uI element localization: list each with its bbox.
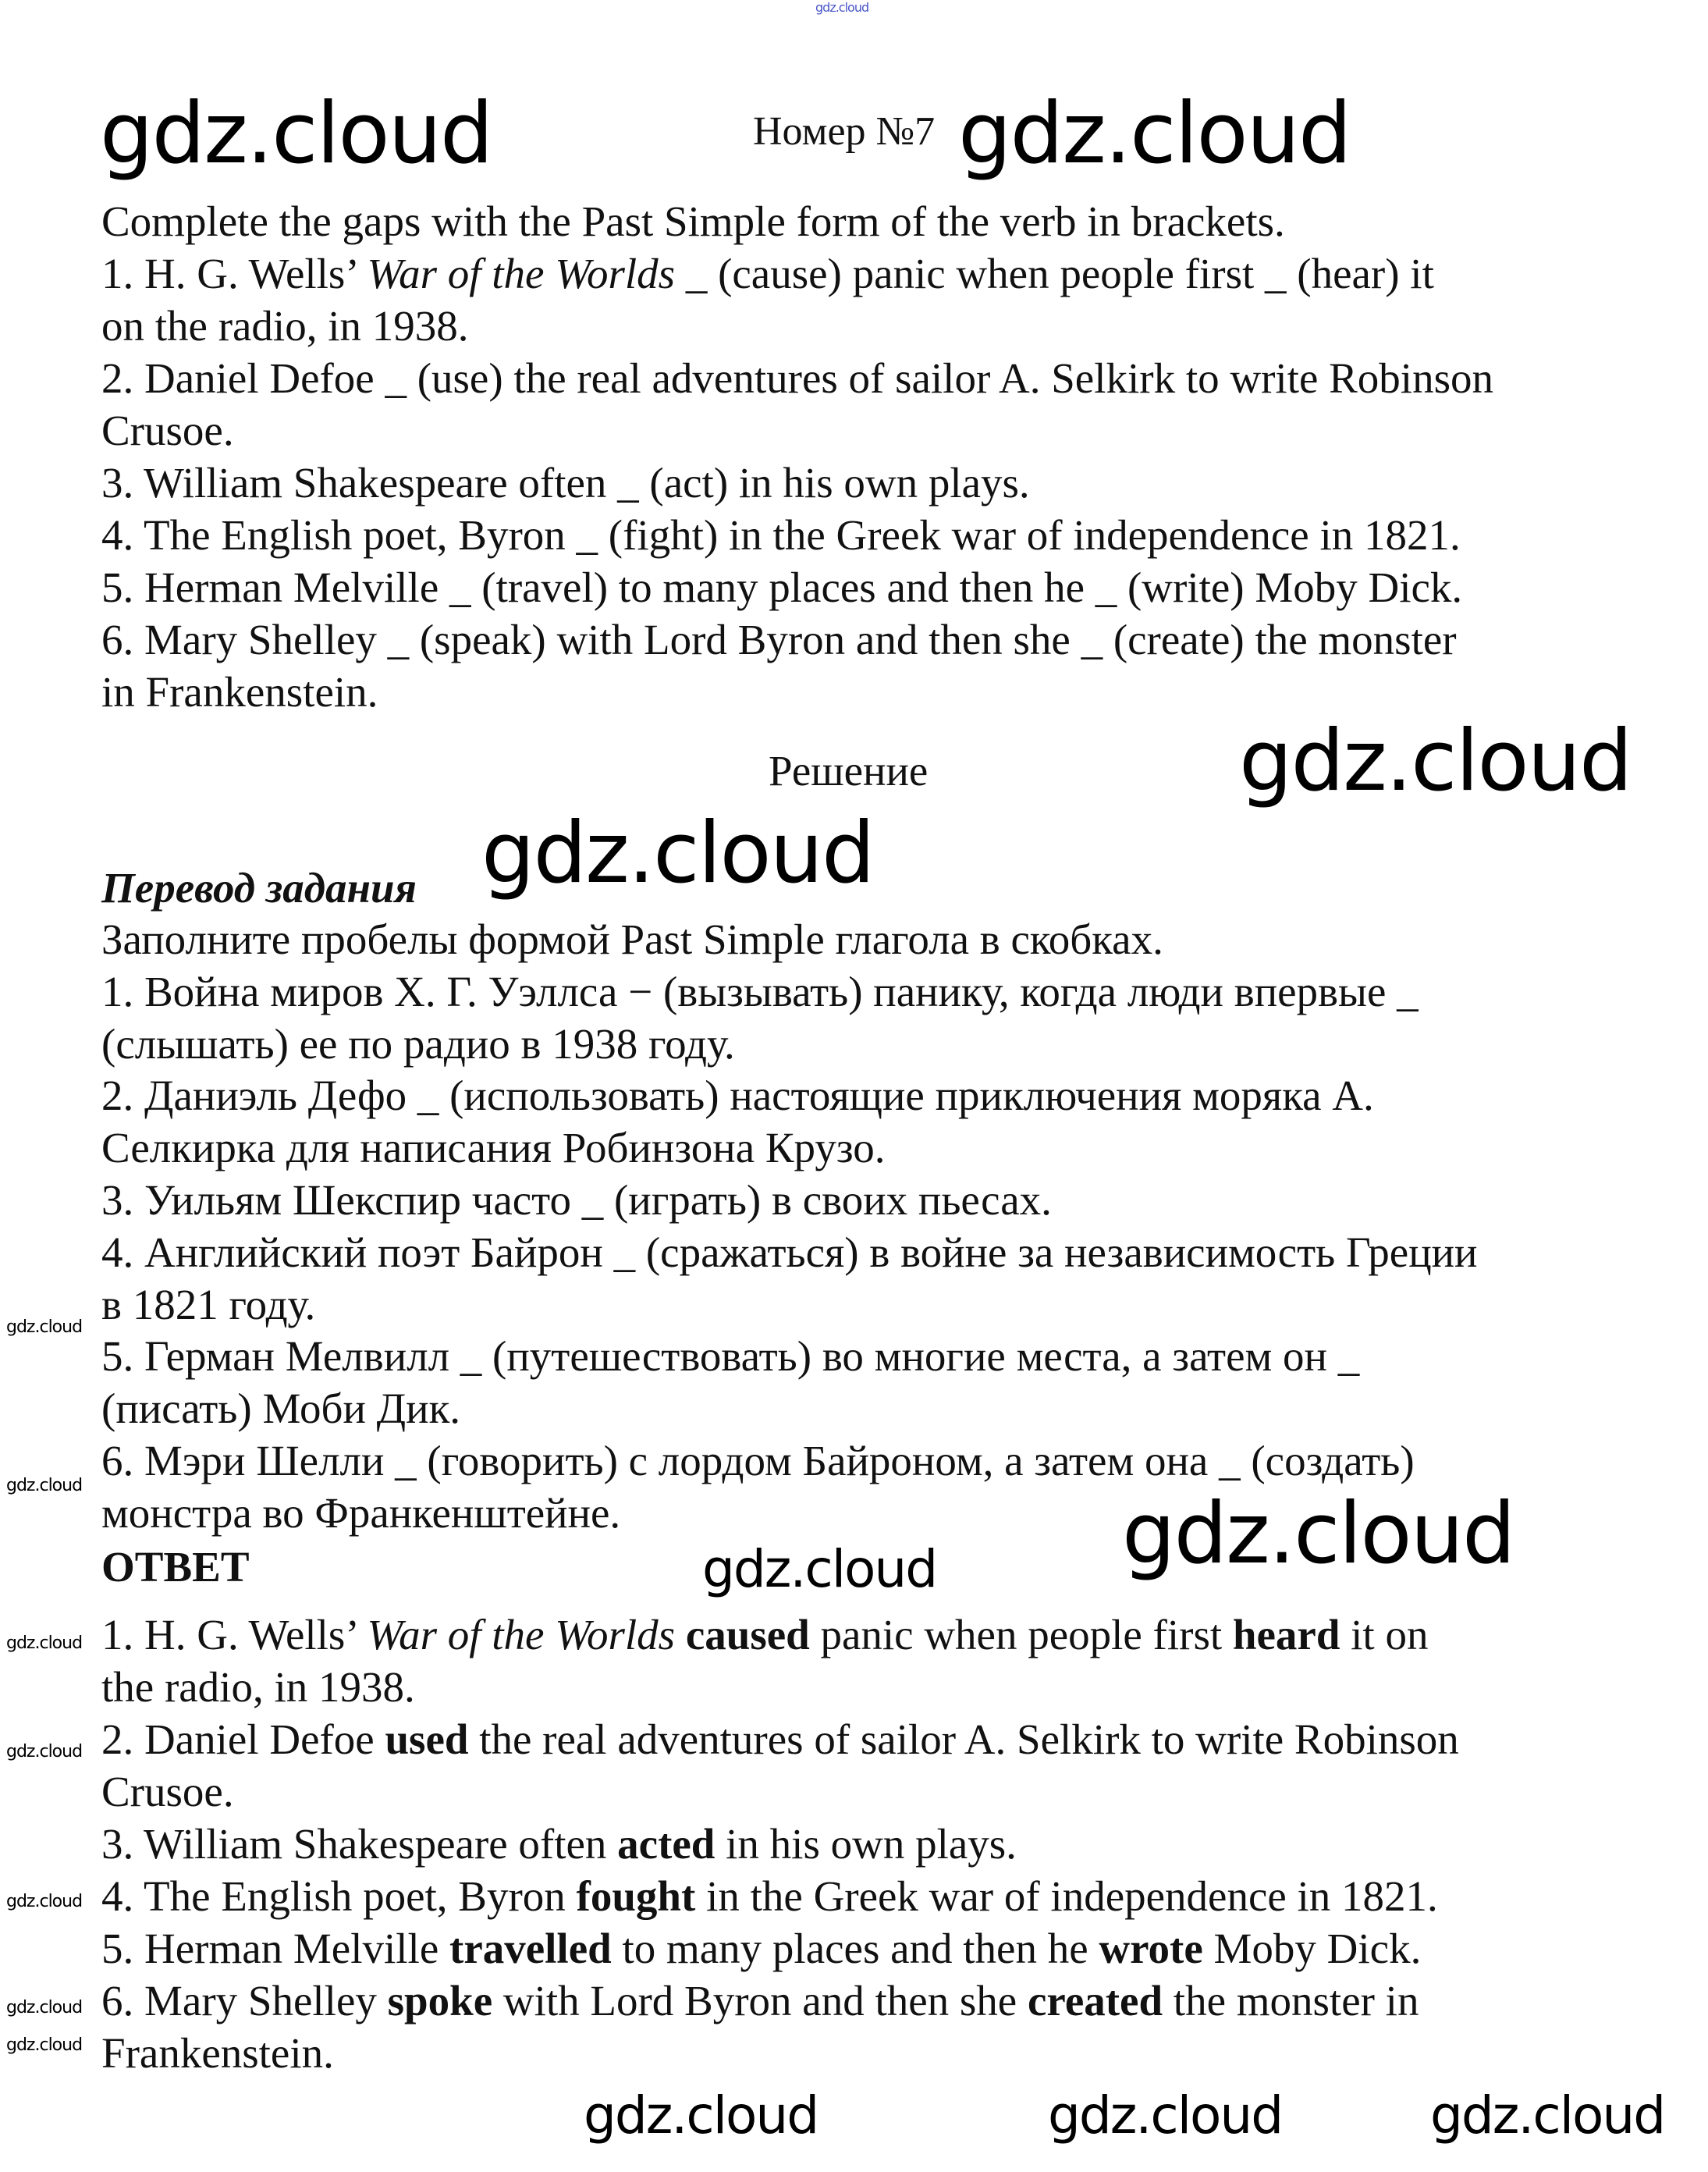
text-segment: to many places and then he [611,1925,1099,1972]
text-line [101,510,1461,561]
translation-heading: Перевод задания [101,864,417,912]
answer-heading: ОТВЕТ [101,1543,250,1591]
text-line [101,1018,735,1070]
text-segment: 2. Daniel Defoe _ (use) the real adventures of sailor A. Selkirk to write Robinson [101,354,1493,402]
text-line [101,1331,1359,1382]
text-line [101,1279,315,1331]
text-line [101,966,1419,1018]
watermark: gdz.cloud [481,805,874,902]
text-segment: 6. Мэри Шелли _ (говорить) с лордом Байроном, а затем она _ (создать) [101,1437,1415,1484]
text-line [101,562,1462,613]
text-line [101,405,234,457]
watermark: gdz.cloud [6,1476,83,1495]
text-segment: 6. Mary Shelley _ (speak) with Lord Byron and then she _ (create) the monster [101,616,1457,663]
text-line [101,1975,1419,2027]
text-segment: 4. Английский поэт Байрон _ (сражаться) в войне за независимость Греции [101,1228,1478,1276]
watermark: gdz.cloud [1239,713,1632,810]
text-segment: 6. Mary Shelley [101,1977,388,2024]
watermark: gdz.cloud [1122,1485,1514,1583]
text-line [101,1488,620,1539]
text-line [101,353,1493,404]
text-segment: 5. Herman Melville [101,1925,449,1972]
text-segment: в 1821 году. [101,1280,316,1328]
text-line [101,196,1285,247]
text-segment: the monster in [1163,1977,1419,2024]
text-line [101,1175,1052,1226]
text-line [101,1818,1017,1870]
text-line [101,614,1457,666]
text-line [101,667,378,718]
text-segment: (слышать) ее по радио в 1938 году. [101,1019,735,1068]
text-segment: with Lord Byron and then she [492,1977,1028,2024]
text-segment: 3. Уильям Шекспир часто _ (играть) в своих пьесах. [101,1176,1052,1224]
answer-verb: travelled [449,1925,612,1972]
watermark: gdz.cloud [6,1317,83,1337]
text-segment: 3. William Shakespeare often _ (act) in his own plays. [101,459,1030,507]
text-line [101,1227,1478,1278]
text-line [101,1609,1428,1661]
exercise-number: Номер №7 [753,109,936,154]
watermark: gdz.cloud [6,2035,83,2055]
text-segment: Frankenstein. [101,2029,334,2077]
text-line [101,1923,1421,1975]
text-line [101,1662,415,1713]
watermark: gdz.cloud [100,85,492,183]
text-segment: Заполните пробелы формой Past Simple глагола в скобках. [101,915,1163,963]
text-segment: 1. H. G. Wells’ [101,250,368,297]
watermark: gdz.cloud [815,0,869,15]
watermark: gdz.cloud [584,2085,818,2145]
text-segment: 3. William Shakespeare often [101,1820,618,1868]
watermark: gdz.cloud [6,1742,83,1761]
text-segment: (писать) Моби Дик. [101,1385,461,1433]
watermark: gdz.cloud [6,1998,83,2017]
italic-title: War of the Worlds [367,250,676,297]
text-segment: in the Greek war of independence in 1821. [695,1872,1438,1920]
text-line [101,1714,1459,1765]
text-segment: 1. H. G. Wells’ [101,1611,368,1658]
answer-verb: spoke [387,1977,493,2024]
text-segment: on the radio, in 1938. [101,302,469,350]
text-segment: Complete the gaps with the Past Simple form of the verb in brackets. [101,197,1285,245]
text-segment: монстра во Франкенштейне. [101,1488,621,1537]
answer-verb: heard [1232,1611,1340,1658]
text-segment: 4. The English poet, Byron [101,1872,577,1920]
text-segment: _ (cause) panic when people first _ (hear) it [675,250,1434,297]
watermark: gdz.cloud [702,1539,937,1599]
answer-verb: fought [576,1872,696,1920]
text-line [101,457,1030,509]
text-line [101,914,1163,965]
text-line [101,2028,334,2079]
text-line [101,300,468,352]
watermark: gdz.cloud [6,1633,83,1653]
answer-verb: wrote [1099,1925,1203,1972]
text-segment: the real adventures of sailor A. Selkirk to write Robinson [468,1715,1459,1763]
text-segment: Crusoe. [101,407,234,454]
text-segment: Селкирка для написания Робинзона Крузо. [101,1124,886,1172]
text-segment: in Frankenstein. [101,668,378,716]
text-segment: 5. Герман Мелвилл _ (путешествовать) во многие места, а затем он _ [101,1332,1360,1381]
text-segment: Moby Dick. [1202,1925,1422,1972]
answer-verb: created [1027,1977,1163,2024]
text-segment: in his own plays. [715,1820,1017,1868]
text-line [101,1122,885,1174]
text-line [101,1070,1374,1122]
solution-heading: Решение [769,747,929,795]
text-line [101,1435,1415,1487]
answer-verb: acted [617,1820,716,1868]
text-segment: 2. Даниэль Дефо _ (использовать) настоящие приключения моряка А. [101,1072,1374,1120]
watermark: gdz.cloud [958,85,1351,183]
text-segment: Crusoe. [101,1768,234,1815]
text-segment: it on [1340,1611,1429,1658]
text-line [101,1871,1438,1922]
watermark: gdz.cloud [1048,2085,1283,2145]
text-segment: panic when people first [809,1611,1233,1658]
text-segment: 1. Война миров Х. Г. Уэллса − (вызывать) панику, когда люди впервые _ [101,967,1419,1015]
text-line [101,248,1434,300]
text-segment: 5. Herman Melville _ (travel) to many places and then he _ (write) Moby Dick. [101,563,1463,611]
text-segment [675,1611,686,1658]
italic-title: War of the Worlds [367,1611,676,1658]
text-segment: the radio, in 1938. [101,1663,415,1711]
watermark: gdz.cloud [6,1892,83,1911]
text-line [101,1766,234,1818]
answer-verb: used [385,1715,469,1763]
text-segment: 2. Daniel Defoe [101,1715,385,1763]
text-segment: 4. The English poet, Byron _ (fight) in the Greek war of independence in 1821. [101,511,1461,559]
text-line [101,1383,460,1434]
watermark: gdz.cloud [1430,2085,1665,2145]
answer-verb: caused [685,1611,810,1658]
